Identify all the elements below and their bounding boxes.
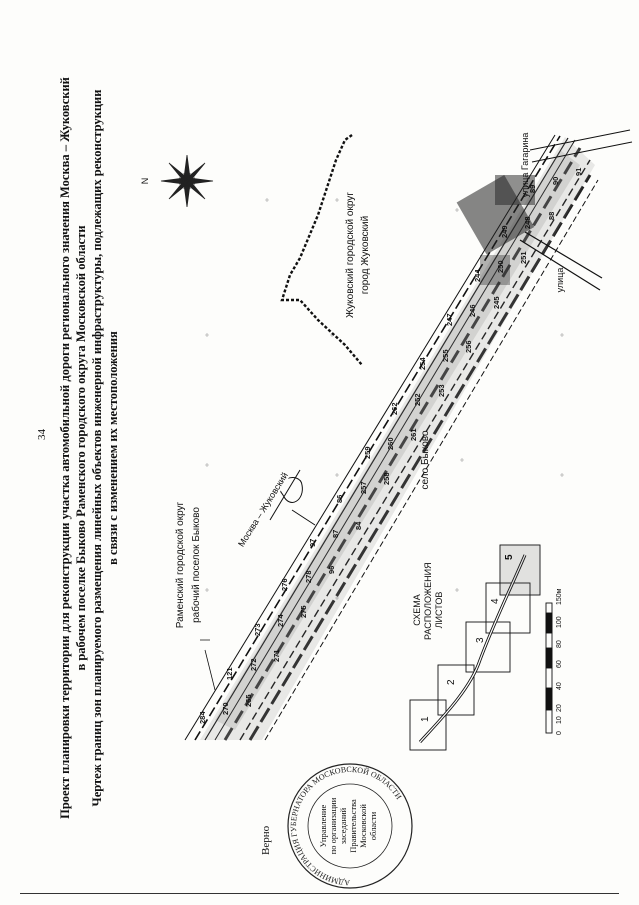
label-street: улица xyxy=(555,267,565,293)
parcel-number: 258 xyxy=(381,472,391,486)
schema-title-line-1: СХЕМА xyxy=(412,594,422,626)
scale-tick-label: 150м xyxy=(556,588,563,605)
verno-text: Верно xyxy=(260,825,272,855)
parcel-number: 247 xyxy=(445,313,455,327)
scale-bar xyxy=(546,603,552,733)
title-line-1: Проект планировки территории для реконструкции участка автомобильной дороги регионального значения Москва – Жуковский xyxy=(58,77,72,819)
parcel-number: 253 xyxy=(436,384,446,398)
label-bykovo-poselok: рабочий поселок Быково xyxy=(191,507,202,623)
sheet-label-3: 3 xyxy=(475,637,486,643)
label-zhukovsky-okrug: Жуковский городской округ xyxy=(345,192,356,318)
title-line-4: в связи с изменением их местоположения xyxy=(106,331,120,565)
sheet-label-5: 5 xyxy=(504,554,515,560)
parcel-number: 248 xyxy=(523,216,533,229)
parcel-number: 284 xyxy=(198,711,207,724)
stamp-line-5: Московской xyxy=(358,804,368,848)
page-number: 34 xyxy=(36,429,48,440)
parcel-number: 274 xyxy=(276,614,286,627)
schema-title-line-2: РАСПОЛОЖЕНИЯ xyxy=(423,562,433,640)
sheet-label-2: 2 xyxy=(446,679,457,685)
parcel-number: 88 xyxy=(546,211,556,221)
parcel-number: 87 xyxy=(331,530,341,539)
parcel-number: 245 xyxy=(491,296,501,309)
schema-title xyxy=(412,562,445,640)
scale-tick-label: 40 xyxy=(556,682,563,690)
parcel-number: 271 xyxy=(271,649,281,663)
parcel-number: 259 xyxy=(362,446,372,459)
scale-tick-label: 20 xyxy=(556,704,563,712)
stamp-line-2: по организации xyxy=(328,797,338,855)
parcel-number: 255 xyxy=(440,349,450,362)
compass-n-label: N xyxy=(140,177,150,185)
parcel-number: 254 xyxy=(417,357,427,371)
label-ramensky-okrug: Раменский городской округ xyxy=(175,501,186,629)
road-name-label: Москва – Жуковский xyxy=(236,470,290,549)
parcel-number: 249 xyxy=(500,225,510,238)
stamp-line-4: Правительства xyxy=(348,799,358,853)
parcel-number: 121 xyxy=(225,667,235,680)
label-zhukovsky-gorod: город Жуковский xyxy=(360,215,371,295)
parcel-number: 86 xyxy=(335,494,345,503)
scale-tick-label: 60 xyxy=(556,660,563,668)
title-line-3: Чертеж границ зон планируемого размещения линейных объектов инженерной инфраструктуры, подлежащих реконструкции xyxy=(90,89,104,807)
label-selo-bykovo: село Быково xyxy=(420,430,431,490)
parcel-number: 261 xyxy=(409,428,419,442)
stamp-line-3: заседаний xyxy=(338,807,348,845)
parcel-number: 250 xyxy=(495,260,505,274)
parcel-number: 265 xyxy=(244,694,254,707)
schema-title-line-3: ЛИСТОВ xyxy=(434,591,444,629)
stamp-ring: АДМИНИСТРАЦИЯ ГУБЕРНАТОРА МОСКОВСКОЙ ОБЛАСТИ xyxy=(288,764,404,888)
sheet-label-1: 1 xyxy=(420,716,431,722)
bottom-rule xyxy=(20,893,619,894)
compass-rose-icon xyxy=(161,155,213,207)
parcel-number: 84 xyxy=(354,521,364,530)
parcel-number: 272 xyxy=(248,658,258,672)
scale-tick-label: 10 xyxy=(556,716,563,724)
parcel-number: 89 xyxy=(527,185,537,194)
parcel-number: 260 xyxy=(386,437,395,450)
parcel-number: 278 xyxy=(303,570,313,583)
title-line-2: в рабочем поселке Быково Раменского городского округа Московской области xyxy=(74,225,88,671)
sheet-label-4: 4 xyxy=(490,598,501,604)
parcel-number: 90 xyxy=(550,176,560,185)
parcel-number: 257 xyxy=(358,481,368,495)
parcel-number: 96 xyxy=(326,565,336,574)
stamp-line-6: области xyxy=(368,811,378,841)
parcel-number: 275 xyxy=(299,605,309,619)
stamp-line-1: Управление xyxy=(318,804,328,848)
parcel-number: 270 xyxy=(221,702,231,716)
scale-tick-label: 80 xyxy=(556,640,563,648)
parcel-number: 97 xyxy=(307,538,317,548)
parcel-number: 252 xyxy=(413,393,423,406)
parcel-number: 246 xyxy=(468,304,478,318)
parcel-number: 262 xyxy=(390,402,400,415)
stamp-inner-text xyxy=(318,788,378,864)
label-gagarina: улица Гагарина xyxy=(520,132,530,198)
scale-tick-label: 0 xyxy=(556,731,563,735)
parcel-number: 256 xyxy=(464,340,474,353)
parcel-number: 251 xyxy=(519,251,529,265)
parcel-number: 91 xyxy=(574,167,583,176)
parcel-number: 244 xyxy=(472,269,482,282)
scale-tick-label: 100 xyxy=(556,616,563,628)
parcel-number: 273 xyxy=(252,623,262,636)
parcel-number: 276 xyxy=(280,578,290,592)
